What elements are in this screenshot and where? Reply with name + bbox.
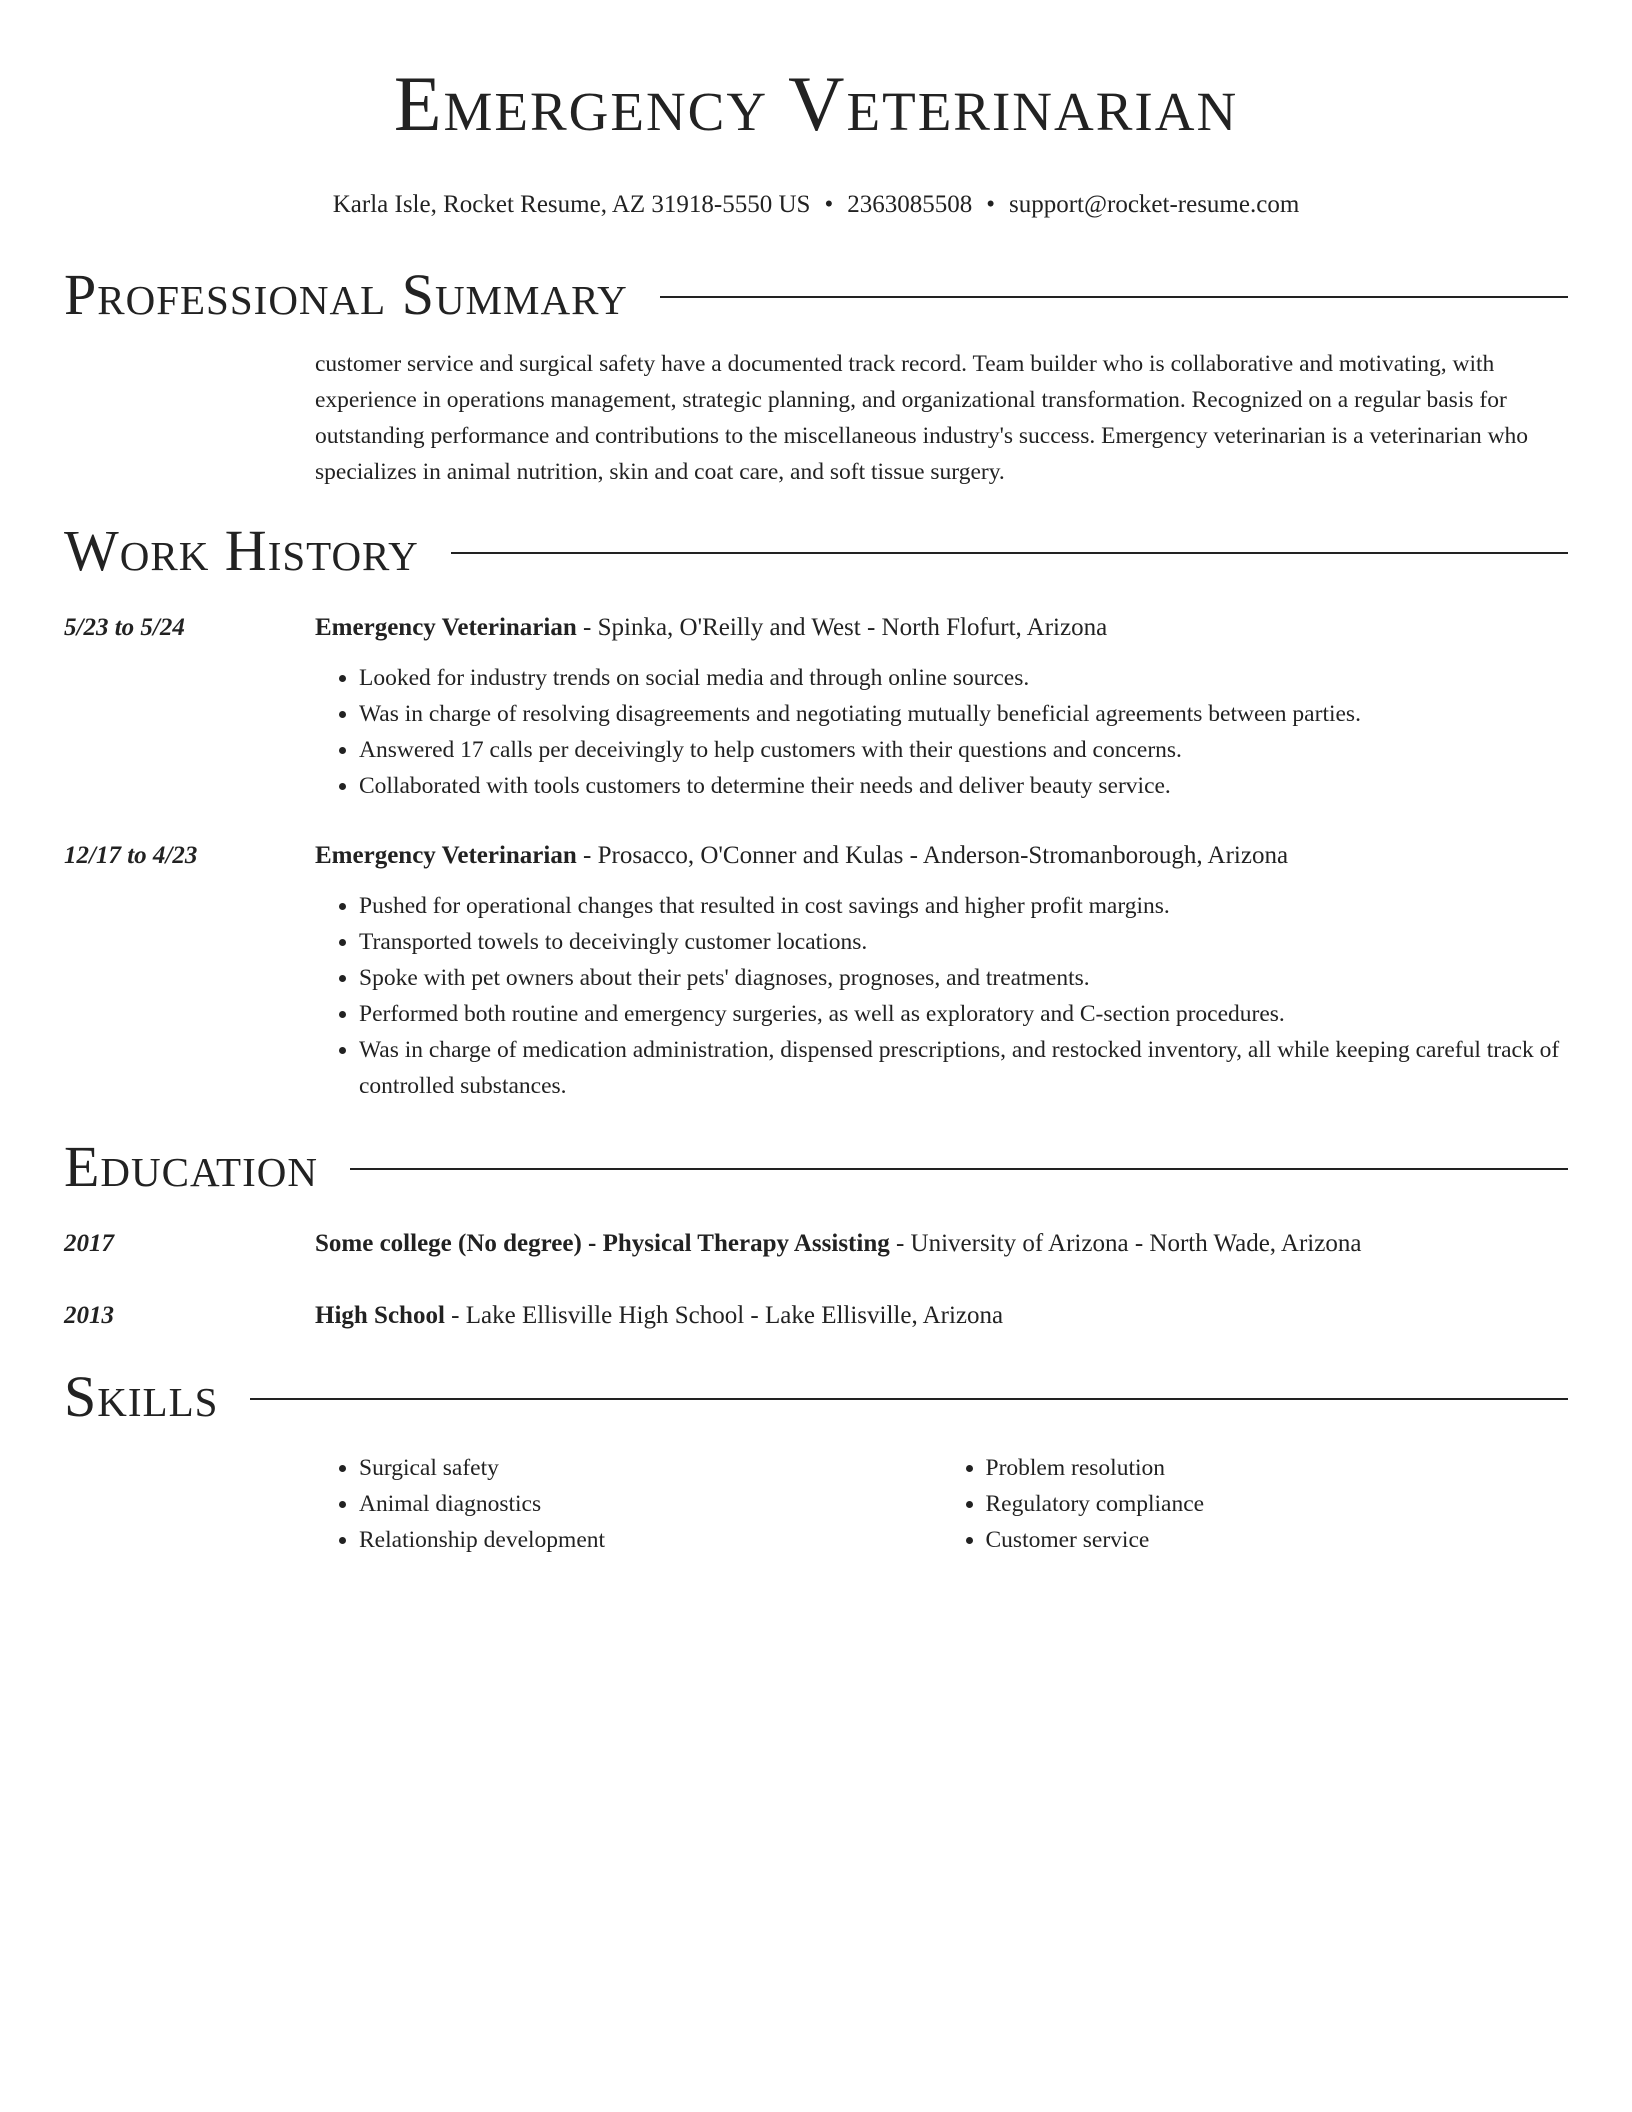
job-date: 5/23 to 5/24 [64, 614, 185, 641]
section-divider [660, 296, 1568, 298]
section-divider [451, 552, 1568, 554]
education-title [315, 1226, 1568, 1262]
section-divider [250, 1398, 1568, 1400]
job-bullets [315, 660, 1568, 804]
education-section-header [64, 1134, 1568, 1200]
skill-item: • Regulatory compliance [986, 1486, 1569, 1522]
job-role: Emergency Veterinarian [315, 842, 577, 869]
job-body [315, 610, 1568, 804]
job-bullets [315, 888, 1568, 1104]
skills-column-right [942, 1450, 1569, 1558]
contact-email: support@rocket-resume.com [1008, 191, 1300, 218]
job-bullet: • Answered 17 calls per deceivingly to help customers with their questions and concerns. [359, 732, 1568, 768]
job-date: 12/17 to 4/23 [64, 842, 198, 869]
job-entry [64, 610, 1568, 804]
education-body [315, 1226, 1568, 1262]
work-section-title: Work History [64, 518, 419, 583]
education-degree: Some college (No degree) - Physical Therapy Assisting [315, 1230, 890, 1257]
contact-line [64, 188, 1568, 222]
skill-item: • Problem resolution [986, 1450, 1569, 1486]
contact-separator: • [986, 191, 995, 218]
skills-list [315, 1450, 1568, 1558]
summary-text: customer service and surgical safety have a documented track record. Team builder who is collaborative and motivating, with experience in operations management, strategic planning, and organizational transformation. Recognized on a regular basis for outstanding performance and contributions to the miscellaneous industry's success. Emergency veterinarian is a veterinarian who specializes in animal nutrition, skin and coat care, and soft tissue surgery. [315, 351, 1529, 485]
education-details: - Lake Ellisville High School - Lake Ellisville, Arizona [444, 1302, 1004, 1329]
job-entry [64, 838, 1568, 1104]
skill-item: • Relationship development [359, 1522, 942, 1558]
skill-item: • Surgical safety [359, 1450, 942, 1486]
job-details: - Prosacco, O'Conner and Kulas - Anderson-Stromanborough, Arizona [576, 842, 1289, 869]
skills-section-header [64, 1364, 1568, 1430]
summary-section-header [64, 262, 1568, 328]
skills-section-title: Skills [64, 1364, 219, 1429]
job-body [315, 838, 1568, 1104]
job-bullet: • Pushed for operational changes that resulted in cost savings and higher profit margins. [359, 888, 1568, 924]
resume-name: Emergency Veterinarian [393, 60, 1239, 147]
education-body [315, 1298, 1568, 1334]
education-entry [64, 1298, 1568, 1334]
job-bullet: • Collaborated with tools customers to determine their needs and deliver beauty service. [359, 768, 1568, 804]
job-bullet: • Transported towels to deceivingly customer locations. [359, 924, 1568, 960]
education-details: - University of Arizona - North Wade, Arizona [889, 1230, 1362, 1257]
education-date: 2013 [64, 1302, 114, 1329]
contact-separator: • [824, 191, 834, 218]
job-bullet: • Was in charge of resolving disagreements and negotiating mutually beneficial agreements between parties. [359, 696, 1568, 732]
skill-item: • Customer service [986, 1522, 1569, 1558]
job-title [315, 610, 1568, 646]
education-title [315, 1298, 1568, 1334]
job-bullet: • Was in charge of medication administration, dispensed prescriptions, and restocked inventory, all while keeping careful track of controlled substances. [359, 1032, 1568, 1104]
summary-section-title: Professional Summary [64, 262, 628, 327]
education-date: 2017 [64, 1230, 114, 1257]
contact-phone: 2363085508 [847, 191, 973, 218]
education-section-title: Education [64, 1134, 318, 1199]
section-divider [350, 1168, 1568, 1170]
job-role: Emergency Veterinarian [315, 614, 577, 641]
education-degree: High School [315, 1302, 445, 1329]
job-bullet: • Spoke with pet owners about their pets' diagnoses, prognoses, and treatments. [359, 960, 1568, 996]
job-bullet: • Looked for industry trends on social media and through online sources. [359, 660, 1568, 696]
education-entry [64, 1226, 1568, 1262]
job-bullet: • Performed both routine and emergency surgeries, as well as exploratory and C-section procedures. [359, 996, 1568, 1032]
job-details: - Spinka, O'Reilly and West - North Flofurt, Arizona [576, 614, 1108, 641]
job-title [315, 838, 1568, 874]
skills-column-left [315, 1450, 942, 1558]
work-section-header [64, 518, 1568, 584]
contact-address: Karla Isle, Rocket Resume, AZ 31918-5550 US [332, 191, 811, 218]
skill-item: • Animal diagnostics [359, 1486, 942, 1522]
